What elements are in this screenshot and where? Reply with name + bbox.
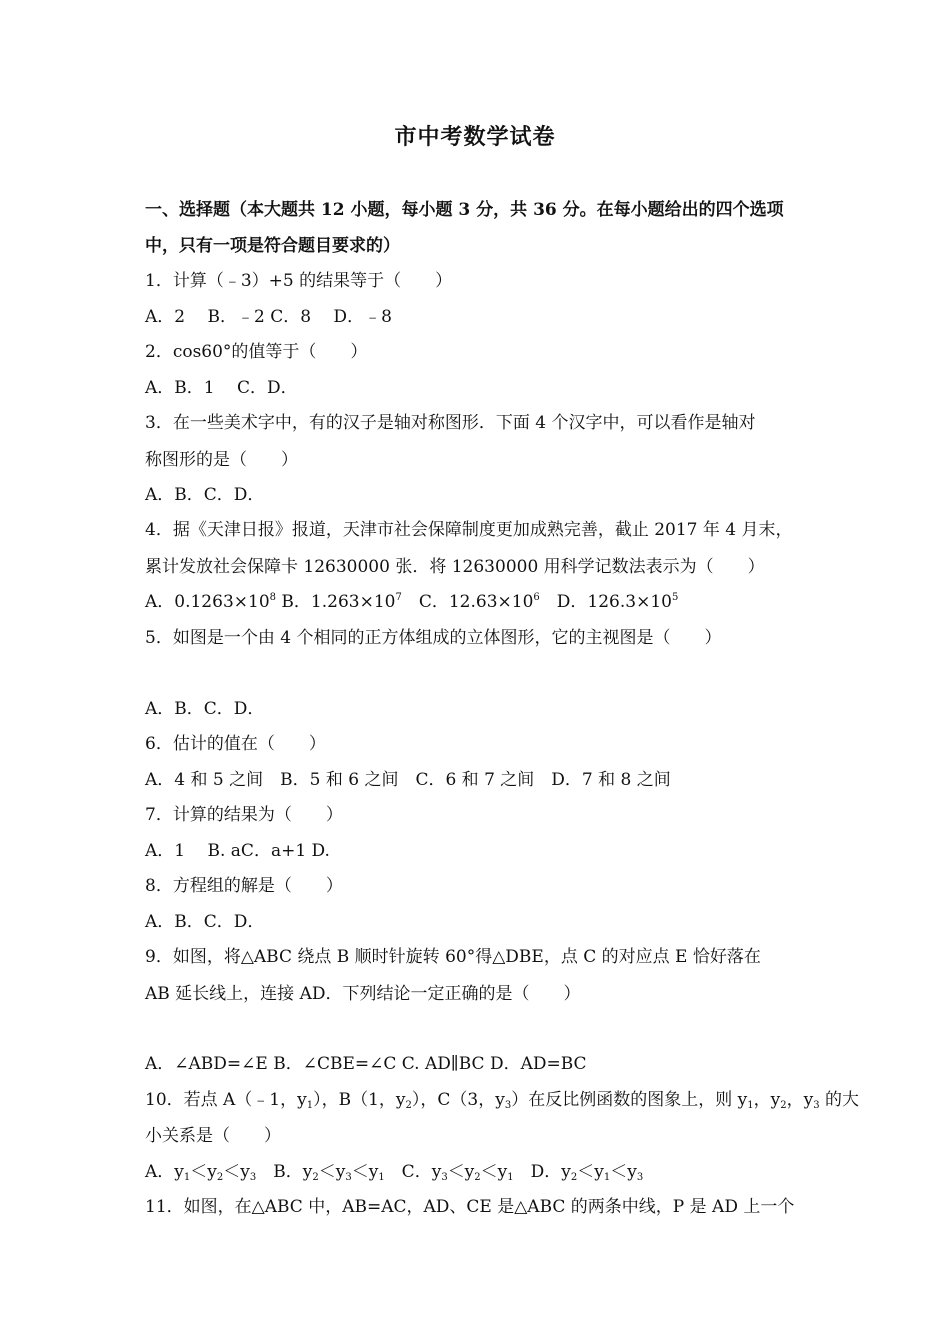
subscript: 3	[249, 1172, 257, 1183]
subscript: 1	[747, 1100, 754, 1111]
option-c: C．12.63×10	[401, 592, 534, 612]
text: ），C（3，y	[411, 1090, 505, 1110]
option-a: A．0.1263×10	[145, 592, 270, 612]
question-4-stem-line1: 4．据《天津日报》报道，天津市社会保障制度更加成熟完善，截止 2017 年 4 月末，	[145, 520, 793, 540]
option-d: D．126.3×10	[539, 592, 672, 612]
exponent: 7	[395, 592, 402, 603]
subscript: 1	[183, 1172, 191, 1183]
text: ＜y	[318, 1162, 346, 1182]
section-heading-line1: 一、选择题（本大题共 12 小题，每小题 3 分，共 36 分。在每小题给出的四个选项	[145, 200, 784, 220]
subscript: 3	[813, 1100, 820, 1111]
subscript: 2	[312, 1172, 319, 1183]
subscript: 2	[570, 1172, 578, 1183]
question-2-options: A．B．1 C．D．	[145, 378, 298, 398]
subscript: 3	[504, 1100, 512, 1111]
exponent: 5	[671, 592, 679, 603]
subscript: 2	[474, 1172, 481, 1183]
section-heading-line2: 中，只有一项是符合题目要求的）	[145, 236, 400, 256]
subscript: 3	[345, 1172, 352, 1183]
text: ＜y	[577, 1162, 604, 1182]
subscript: 1	[378, 1172, 385, 1183]
question-4-options	[145, 590, 815, 614]
question-2-stem: 2．cos60°的值等于（ ）	[145, 342, 368, 362]
text: ，y	[786, 1090, 814, 1110]
question-6-stem: 6．估计的值在（ ）	[145, 734, 326, 754]
question-8-options: A．B．C．D．	[145, 912, 265, 932]
text: 10．若点 A（﹣1，y	[145, 1090, 307, 1110]
subscript: 3	[441, 1172, 448, 1183]
question-3-stem-line1: 3．在一些美术字中，有的汉子是轴对称图形．下面 4 个汉字中，可以看作是轴对	[145, 413, 756, 433]
subscript: 2	[405, 1100, 412, 1111]
subscript: 2	[216, 1172, 224, 1183]
page-title: 市中考数学试卷	[394, 124, 556, 150]
question-9-stem-line1: 9．如图，将△ABC 绕点 B 顺时针旋转 60°得△DBE，点 C 的对应点 E 恰好落在	[145, 947, 761, 967]
question-10-options	[145, 1160, 815, 1184]
question-3-options: A．B．C．D．	[145, 485, 265, 505]
question-10-stem-line1	[145, 1088, 859, 1112]
question-6-options: A．4 和 5 之间 B．5 和 6 之间 C．6 和 7 之间 D．7 和 8 之间	[145, 770, 671, 790]
question-8-stem: 8．方程组的解是（ ）	[145, 876, 343, 896]
text: ＜y	[447, 1162, 475, 1182]
question-5-options: A．B．C．D．	[145, 699, 265, 719]
question-7-options: A．1 B. aC．a+1 D.	[145, 841, 330, 861]
text: B．y	[256, 1162, 313, 1182]
text: ，y	[753, 1090, 781, 1110]
question-7-stem: 7．计算的结果为（ ）	[145, 805, 343, 825]
question-10-stem-line2: 小关系是（ ）	[145, 1126, 281, 1146]
question-1-stem: 1．计算（﹣3）+5 的结果等于（ ）	[145, 271, 453, 291]
text: 的大	[819, 1090, 859, 1110]
text: ＜y	[610, 1162, 637, 1182]
exponent: 8	[269, 592, 277, 603]
text: ＜y	[351, 1162, 379, 1182]
question-9-options: A．∠ABD=∠E B．∠CBE=∠C C. AD∥BC D．AD=BC	[145, 1054, 587, 1074]
subscript: 3	[636, 1172, 644, 1183]
text: ）在反比例函数的图象上，则 y	[511, 1090, 748, 1110]
question-1-options: A．2 B．﹣2 C．8 D．﹣8	[145, 307, 392, 327]
option-b: B．1.263×10	[276, 592, 396, 612]
subscript: 1	[306, 1100, 314, 1111]
subscript: 1	[507, 1172, 514, 1183]
question-4-stem-line2: 累计发放社会保障卡 12630000 张．将 12630000 用科学记数法表示为（ ）	[145, 557, 765, 577]
text: ＜y	[190, 1162, 217, 1182]
text: ），B（1，y	[313, 1090, 406, 1110]
question-11-stem-line1: 11．如图，在△ABC 中，AB=AC，AD、CE 是△ABC 的两条中线，P 是 AD 上一个	[145, 1197, 795, 1217]
subscript: 2	[780, 1100, 787, 1111]
text: ＜y	[223, 1162, 250, 1182]
subscript: 1	[603, 1172, 611, 1183]
text: ＜y	[480, 1162, 508, 1182]
question-5-stem: 5．如图是一个由 4 个相同的正方体组成的立体图形，它的主视图是（ ）	[145, 628, 722, 648]
question-9-stem-line2: AB 延长线上，连接 AD．下列结论一定正确的是（ ）	[145, 984, 581, 1004]
text: D．y	[513, 1162, 571, 1182]
text: A．y	[145, 1162, 184, 1182]
text: C．y	[384, 1162, 442, 1182]
question-3-stem-line2: 称图形的是（ ）	[145, 450, 298, 470]
exponent: 6	[533, 592, 540, 603]
